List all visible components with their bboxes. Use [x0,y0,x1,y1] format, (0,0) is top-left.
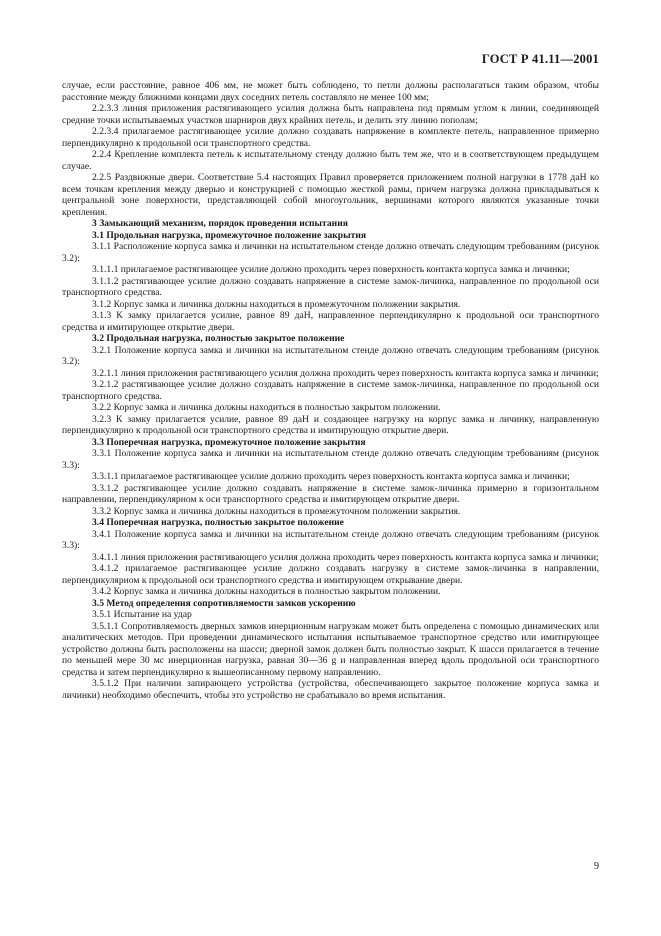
paragraph: 2.2.5 Раздвижные двери. Соответствие 5.4 настоящих Правил проверяется приложением полной нагрузки в 1778 даН ко всем точкам крепления между дверью и конструкцией с помощью жесткой рамы, причем нагрузка должна прикладываться к центральной зоне поверхности, представляющей собой многоугольник, вершинами которого являются указанные точки крепления. [62,172,599,218]
paragraph: 2.2.4 Крепление комплекта петель к испытательному стенду должно быть тем же, что и в соответствующем предыдущем случае. [62,149,599,172]
paragraph: 3.5.1 Испытание на удар [92,609,192,620]
paragraph: 3.1.1 Расположение корпуса замка и личинки на испытательном стенде должно отвечать следующим требованиям (рисунок 3.2): [62,241,599,264]
paragraph: 2.2.3.4 прилагаемое растягивающее усилие должно создавать напряжение в комплекте петель, направленное примерно перпендикулярно к продольной оси транспортного средства. [62,126,599,149]
section-heading: 3.3 Поперечная нагрузка, промежуточное положение закрытия [92,436,366,448]
paragraph: 3.1.1.1 прилагаемое растягивающее усилие должно проходить через поверхность контакта корпуса замка и личинки; [92,264,570,275]
paragraph: 3.3.1.1 прилагаемое растягивающее усилие должно проходить через поверхность контакта корпуса замка и личинки; [92,471,570,482]
paragraph: 3.4.1.1 линия приложения растягивающего усилия должна проходить через поверхность контакта корпуса замка и личинки; [92,551,599,563]
paragraph: 3.2.1.1 линия приложения растягивающего усилия должна проходить через поверхность контакта корпуса замка и личинки; [92,367,599,379]
section-heading: 3.2 Продольная нагрузка, полностью закрытое положение [92,333,345,344]
paragraph: 3.3.1.2 растягивающее усилие должно создавать напряжение в системе замок-личинка примерно в горизонтальном направлении, перпендикулярном к оси транспортного средства и имитирующем открытие двери. [62,482,599,505]
section-heading: 3 Замыкающий механизм, порядок проведения испытания [92,218,348,229]
paragraph: 3.4.2 Корпус замка и личинка должны находиться в полностью закрытом положении. [92,586,441,597]
section-heading: 3.5 Метод определения сопротивляемости замков ускорению [92,597,356,609]
paragraph: 3.2.1.2 растягивающее усилие должно создавать напряжение в системе замок-личинка, направленное по продольной оси транспортного средства. [62,379,599,402]
document-standard-number: ГОСТ Р 41.11—2001 [481,52,599,66]
paragraph: 3.2.3 К замку прилагается усилие, равное 89 даН и создающее нагрузку на корпус замка и личинку, направленную перпендикулярно к продольной оси транспортного средства и имитирующую открытие двери. [62,413,599,436]
document-body [62,80,599,701]
paragraph: 3.3.2 Корпус замка и личинка должны находиться в промежуточном положении закрытия. [92,505,461,517]
paragraph: 2.2.3.3 линия приложения растягивающего усилия должна быть направлена под прямым углом к линии, соединяющей средние точки испытываемых участков шарниров двух крайних петель, и делить эту линию пополам; [62,103,599,126]
section-heading: 3.1 Продольная нагрузка, промежуточное положение закрытия [92,229,367,241]
paragraph: 3.5.1.1 Сопротивляемость дверных замков инерционным нагрузкам может быть определена с помощью динамических или аналитических методов. При проведении динамического испытания испытываемое транспортное средство или имитирующее устройство должны быть расположены на шасси; дверной замок должен быть полностью закрыт. К шасси прилагается в течение по меньшей мере 30 мс инерционная нагрузка, равная 30—36 g и направленная вперед вдоль продольной оси транспортного средства и затем перпендикулярно к вышеописанному первому направлению. [62,620,599,678]
paragraph: 3.2.2 Корпус замка и личинка должны находиться в полностью закрытом положении. [92,402,441,413]
paragraph: 3.4.1.2 прилагаемое растягивающее усилие должно создавать нагрузку в системе замок-личинка в направлении, перпендикулярном к продольной оси транспортного средства и имитирующем открывание двери. [62,563,599,586]
paragraph: 3.1.2 Корпус замка и личинка должны находиться в промежуточном положении закрытия. [92,298,461,310]
paragraph: 3.5.1.2 При наличии запирающего устройства (устройства, обеспечивающего закрытое положение корпуса замка и личинки) необходимо обеспечить, чтобы это устройство не срабатывало во время испытания. [62,678,599,701]
paragraph: 3.1.3 К замку прилагается усилие, равное 89 даН, направленное перпендикулярно к продольной оси транспортного средства и имитирующее открытие двери. [62,310,599,333]
page-number: 9 [594,861,599,872]
section-heading: 3.4 Поперечная нагрузка, полностью закрытое положение [92,517,344,528]
paragraph: 3.2.1 Положение корпуса замка и личинки на испытательном стенде должно отвечать следующим требованиям (рисунок 3.2): [62,344,599,367]
paragraph: 3.3.1 Положение корпуса замка и личинки на испытательном стенде должно отвечать следующим требованиям (рисунок 3.3): [62,448,599,471]
paragraph: случае, если расстояние, равное 406 мм, не может быть соблюдено, то петли должны располагаться таким образом, чтобы расстояние между ближними концами двух соседних петель составляло не менее 100 мм; [62,80,599,103]
paragraph: 3.1.1.2 растягивающее усилие должно создавать напряжение в системе замок-личинка, направленное по продольной оси транспортного средства. [62,275,599,298]
paragraph: 3.4.1 Положение корпуса замка и личинки на испытательном стенде должно отвечать следующим требованиям (рисунок 3.3): [62,528,599,551]
